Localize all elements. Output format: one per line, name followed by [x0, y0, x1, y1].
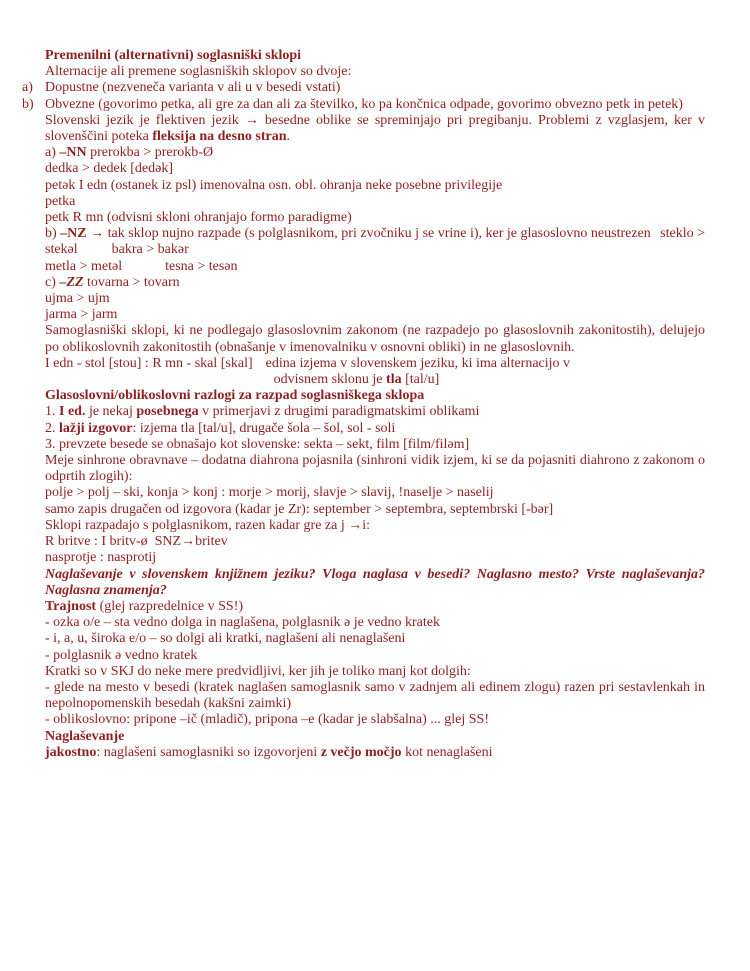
razlogi-line-9: nasprotje : nasprotij [45, 550, 157, 566]
razlogi-line-6: samo zapis drugačen od izgovora (kadar je Zr): september > septembra, septembrski [-bər] [45, 501, 554, 517]
nn-head-text: prerokba > prerokb-Ø [86, 145, 214, 161]
flexion-paragraph [45, 113, 705, 145]
jakost-line [45, 745, 705, 761]
razlogi-line-5: polje > polj – ski, konja > konj : morje > morij, slavje > slavij, !naselje > naselij [45, 485, 494, 501]
zz-head-text: tovarna > tovarn [83, 274, 180, 290]
zz-line-1: ujma > ujm [45, 291, 110, 307]
exception-right [266, 356, 570, 388]
exception-right-line2 [274, 372, 570, 388]
nz-line2-b: bakra > bakər [111, 242, 189, 258]
r1-mid: je nekaj [85, 404, 137, 420]
zz-line-2: jarma > jarm [45, 307, 118, 323]
flexion-period: . [286, 129, 290, 145]
razlogi-line-2 [45, 421, 705, 437]
page-title: Premenilni (alternativni) soglasniški sklopi [45, 48, 302, 63]
exception-left: I edn - stol [stou] : R mn - skal [skal] [45, 355, 253, 371]
jakost-bold2: z večjo močjo [320, 744, 402, 760]
zz-marker: c) [45, 274, 60, 290]
jakost-bold1: jakostno [45, 744, 97, 760]
trajnost-line-4: Kratki so v SKJ do neke mere predvidljivi, ker jih je toliko manj kot dolgih: [45, 663, 471, 679]
intro-item-b [22, 96, 705, 113]
r1-tail: v primerjavi z drugimi paradigmatskimi oblikami [198, 404, 480, 420]
exception-block [45, 356, 705, 388]
nz-head-left [45, 226, 651, 242]
nn-line-4: petk R mn (odvisni skloni ohranjajo formo paradigme) [45, 210, 352, 226]
nn-line-2: petək I edn (ostanek iz psl) imenovalna osn. obl. ohranja neke posebne privilegije [45, 177, 503, 193]
intro-lead: Alternacije ali premene soglasniških sklopov so dvoje: [45, 64, 352, 80]
nz-label: –NZ [60, 226, 87, 242]
r2-tail: : izjema tla [tal/u], drugače šola – šol, sol - soli [132, 420, 396, 436]
nn-marker: a) [45, 145, 60, 161]
nz-line2-a: stekəl [45, 242, 78, 258]
tab-spacer [78, 252, 112, 253]
razlogi-line-8: R britve : I britv-ø SNZ→britev [45, 534, 228, 550]
zz-label: –ZZ [59, 274, 84, 290]
trajnost-line-5: - glede na mesto v besedi (kratek naglašen samoglasnik samo v zadnjem ali edinem zlogu) razen pri sestavlenkah in nepolnopomenskih besedah (kakšni zaimki) [45, 679, 705, 712]
r1-num: 1. [45, 404, 59, 420]
jakost-mid1: : naglašeni samoglasniki so izgovorjeni [96, 744, 321, 760]
trajnost-line-1: - ozka o/e – sta vedno dolga in naglašena, polglasnik ə je vedno kratek [45, 615, 440, 631]
trajnost-bold: Trajnost [45, 598, 97, 614]
list-marker-a: a) [22, 80, 33, 96]
nz-line3-a: metla > metəl [45, 258, 123, 274]
trajnost-line-3: - polglasnik ə vedno kratek [45, 647, 198, 663]
flexion-text: Slovenski jezik je flektiven jezik → besedne oblike se spreminjajo pri pregibanju. Problemi z vzglasjem, ker v slovenščini poteka [45, 112, 705, 145]
naglas-heading: Naglaševanje v slovenskem knjižnem jeziku? Vloga naglasa v besedi? Naglasno mesto? Vrste naglaševanja? Naglasna znamenja? [45, 566, 705, 598]
exception-right2-bold: tla [386, 372, 402, 388]
list-marker-b: b) [22, 96, 34, 112]
exception-right2-a: odvisnem sklonu je [273, 372, 387, 388]
nn-label: –NN [59, 145, 87, 161]
nn-head [45, 145, 705, 161]
nz-line-2 [45, 242, 705, 258]
nn-line-3: petka [45, 193, 76, 209]
flexion-bold: fleksija na desno stran [152, 129, 287, 145]
tab-spacer [122, 269, 165, 270]
list-text-a: Dopustne (nezveneča varianta v ali u v besedi vstati) [45, 80, 341, 96]
razlogi-line-4: Meje sinhrone obravnave – dodatna diahrona pojasnila (sinhroni vidik izjem, ki se da pojasniti diahrono z zakonom o odprtih zlogih): [45, 453, 705, 485]
nz-marker: b) [45, 226, 61, 242]
exception-right2-c: [tal/u] [401, 372, 440, 388]
intro-item-a [22, 80, 705, 96]
r1-bold1: I ed. [59, 404, 86, 420]
trajnost-rest: (glej razpredelnice v SS!) [96, 598, 244, 614]
nz-head [45, 226, 705, 242]
zz-head [45, 275, 705, 291]
r2-bold: lažji izgovor [59, 420, 133, 436]
razlogi-heading: Glasoslovni/oblikoslovni razlogi za razpad soglasniškega sklopa [45, 388, 425, 404]
nz-head-tail: steklo > [660, 226, 705, 242]
r1-bold2: posebnega [136, 404, 199, 420]
razlogi-line-1 [45, 404, 705, 420]
list-text-b: Obvezne (govorimo petka, ali gre za dan ali za številko, ko pa končnica odpade, govorimo obvezno petk in petek) [45, 96, 683, 112]
trajnost-line-2: - i, a, u, široka e/o – so dolgi ali kratki, naglašeni ali nenaglašeni [45, 631, 406, 647]
nz-line-3 [45, 259, 705, 275]
exception-right-line1: edina izjema v slovenskem jeziku, ki ima alternacijo v [265, 355, 571, 371]
trajnost-head [45, 599, 705, 615]
samoglasniski-paragraph: Samoglasniški sklopi, ki ne podlegajo glasoslovnim zakonom (ne razpadejo po glasoslovnih zakonitostih), delujejo po oblikoslovnih zakonitostih (obnašanje v imenovalniku v osnovni obliki) in ne glasoslovnih. [45, 323, 705, 355]
nn-line-1: dedka > dedek [dedək] [45, 161, 174, 177]
r2-num: 2. [45, 420, 59, 436]
razlogi-line-3: 3. prevzete besede se obnašajo kot slovenske: sekta – sekt, film [film/filəm] [45, 436, 470, 452]
razlogi-line-7: Sklopi razpadajo s polglasnikom, razen kadar gre za j →i: [45, 517, 371, 533]
nz-line3-b: tesna > tesən [165, 258, 238, 274]
trajnost-line-6: - oblikoslovno: pripone –ič (mladič), pripona –e (kadar je slabšalna) ... glej SS! [45, 712, 490, 728]
jakost-heading: Naglaševanje [45, 728, 125, 744]
jakost-mid2: kot nenaglašeni [401, 744, 493, 760]
nz-head-text: → tak sklop nujno razpade (s polglasnikom, pri zvočniku j se vrine i), ker je glasoslovno neustrezen [86, 226, 651, 242]
